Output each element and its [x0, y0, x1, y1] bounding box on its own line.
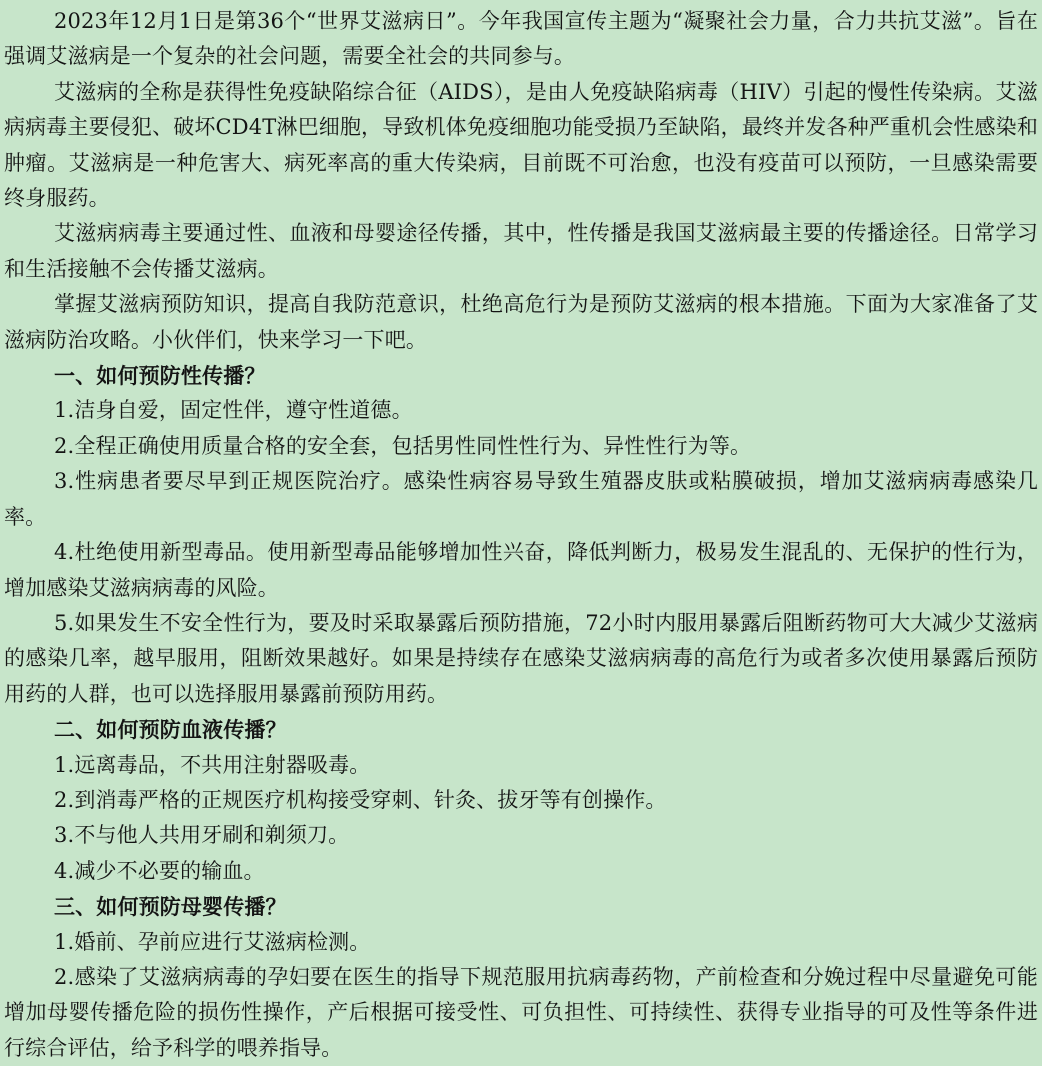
list-item: 4.减少不必要的输血。: [54, 858, 265, 883]
list-item: 1.洁身自爱，固定性伴，遵守性道德。: [54, 398, 413, 423]
section-heading-sexual-transmission: 一、如何预防性传播？: [54, 363, 266, 389]
intro-paragraph-3: 艾滋病病毒主要通过性、血液和母婴途径传播，其中，性传播是我国艾滋病最主要的传播途径。日常学习和生活接触不会传播艾滋病。: [4, 221, 1038, 281]
section-heading-mother-to-child-transmission: 三、如何预防母婴传播？: [54, 894, 287, 920]
list-item: 2.感染了艾滋病病毒的孕妇要在医生的指导下规范服用抗病毒药物，产前检查和分娩过程中尽量避免可能增加母婴传播危险的损伤性操作，产后根据可接受性、可负担性、可持续性、获得专业指导的可及性等条件进行综合评估，给予科学的喂养指导。: [4, 964, 1038, 1060]
list-item: 3.性病患者要尽早到正规医院治疗。感染性病容易导致生殖器皮肤或粘膜破损，增加艾滋病病毒感染几率。: [4, 469, 1038, 529]
section-heading-blood-transmission: 二、如何预防血液传播？: [54, 717, 287, 743]
list-item: 3.不与他人共用牙刷和剃须刀。: [54, 823, 350, 848]
list-item: 2.全程正确使用质量合格的安全套，包括男性同性性行为、异性性行为等。: [54, 433, 752, 458]
list-item: 1.婚前、孕前应进行艾滋病检测。: [54, 929, 371, 954]
intro-paragraph-4: 掌握艾滋病预防知识，提高自我防范意识，杜绝高危行为是预防艾滋病的根本措施。下面为大家准备了艾滋病防治攻略。小伙伴们，快来学习一下吧。: [4, 292, 1038, 352]
intro-paragraph-2: 艾滋病的全称是获得性免疫缺陷综合征（AIDS），是由人免疫缺陷病毒（HIV）引起的慢性传染病。艾滋病病毒主要侵犯、破坏CD4T淋巴细胞，导致机体免疫细胞功能受损乃至缺陷，最终并发各种严重机会性感染和肿瘤。艾滋病是一种危害大、病死率高的重大传染病，目前既不可治愈，也没有疫苗可以预防，一旦感染需要终身服药。: [4, 79, 1038, 211]
intro-paragraph-1: 2023年12月1日是第36个“世界艾滋病日”。今年我国宣传主题为“凝聚社会力量，合力共抗艾滋”。旨在强调艾滋病是一个复杂的社会问题，需要全社会的共同参与。: [4, 9, 1038, 69]
list-item: 1.远离毒品，不共用注射器吸毒。: [54, 752, 371, 777]
list-item: 2.到消毒严格的正规医疗机构接受穿刺、针灸、拔牙等有创操作。: [54, 787, 667, 812]
list-item: 5.如果发生不安全性行为，要及时采取暴露后预防措施，72小时内服用暴露后阻断药物可大大减少艾滋病的感染几率，越早服用，阻断效果越好。如果是持续存在感染艾滋病病毒的高危行为或者多次使用暴露后预防用药的人群，也可以选择服用暴露前预防用药。: [4, 610, 1038, 706]
list-item: 4.杜绝使用新型毒品。使用新型毒品能够增加性兴奋，降低判断力，极易发生混乱的、无保护的性行为，增加感染艾滋病病毒的风险。: [4, 540, 1038, 600]
